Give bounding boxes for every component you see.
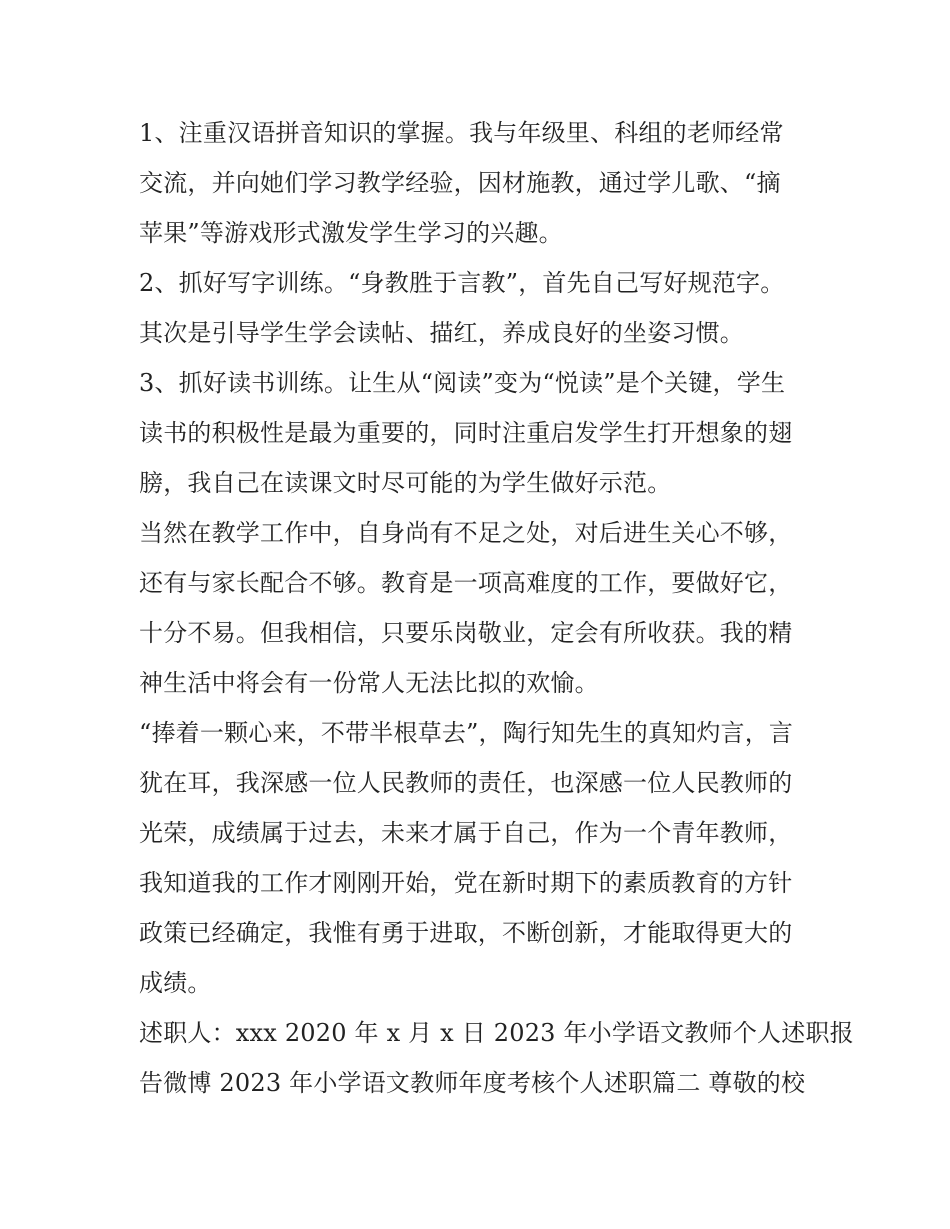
text-line: 苹果”等游戏形式激发学生学习的兴趣。 (139, 219, 563, 247)
text-line: 我知道我的工作才刚刚开始，党在新时期下的素质教育的方针 (139, 869, 793, 897)
text-line: 述职人：xxx 2020 年 x 月 x 日 2023 年小学语文教师个人述职报 (139, 1019, 854, 1047)
text-line: 3、抓好读书训练。让生从“阅读”变为“悦读”是个关键，学生 (139, 369, 786, 397)
text-line: 读书的积极性是最为重要的，同时注重启发学生打开想象的翅 (139, 419, 793, 447)
text-line: 其次是引导学生学会读帖、描红，养成良好的坐姿习惯。 (139, 319, 744, 347)
text-line: 犹在耳，我深感一位人民教师的责任，也深感一位人民教师的 (139, 769, 793, 797)
text-line: 当然在教学工作中，自身尚有不足之处，对后进生关心不够， (139, 519, 793, 547)
text-line: 光荣，成绩属于过去，未来才属于自己，作为一个青年教师， (139, 819, 793, 847)
text-line: 十分不易。但我相信，只要乐岗敬业，定会有所收获。我的精 (139, 619, 793, 647)
text-line: “捧着一颗心来，不带半根草去”，陶行知先生的真知灼言，言 (139, 719, 794, 747)
text-line: 膀，我自己在读课文时尽可能的为学生做好示范。 (139, 469, 672, 497)
text-line: 告微博 2023 年小学语文教师年度考核个人述职篇二 尊敬的校 (139, 1069, 806, 1097)
text-line: 还有与家长配合不够。教育是一项高难度的工作，要做好它， (139, 569, 793, 597)
text-line: 神生活中将会有一份常人无法比拟的欢愉。 (139, 669, 599, 697)
text-line: 交流，并向她们学习教学经验，因材施教，通过学儿歌、“摘 (139, 169, 781, 197)
document-body (139, 108, 854, 1108)
text-line: 1、注重汉语拼音知识的掌握。我与年级里、科组的老师经常 (139, 119, 784, 147)
text-line: 成绩。 (139, 969, 212, 997)
text-line: 政策已经确定，我惟有勇于进取，不断创新，才能取得更大的 (139, 919, 793, 947)
text-line: 2、抓好写字训练。“身教胜于言教”，首先自己写好规范字。 (139, 269, 785, 297)
